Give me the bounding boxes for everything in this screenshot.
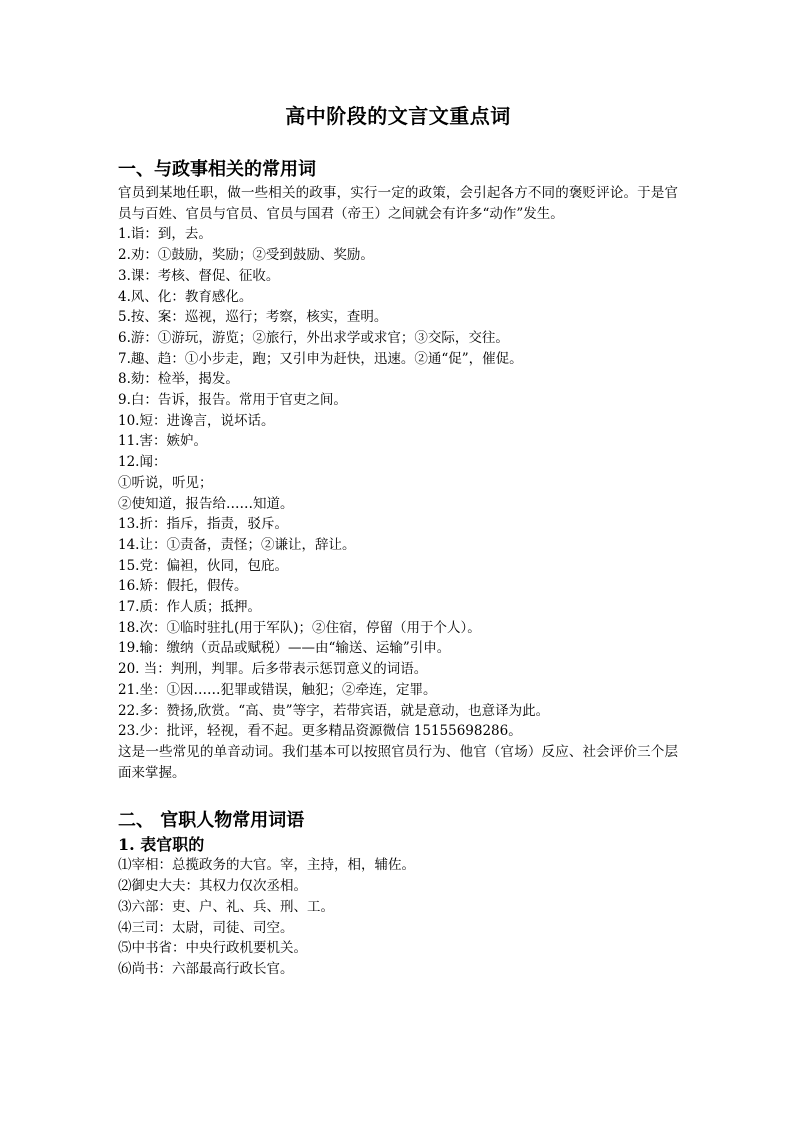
word-list [118, 224, 678, 742]
section-official-titles [118, 807, 678, 979]
list-item: 6.游：①游玩，游览；②旅行，外出求学或求官；③交际，交往。 [118, 329, 509, 346]
list-item: 5.按、案：巡视，巡行；考察，核实，查明。 [118, 309, 388, 326]
section-outro: 这是一些常见的单音动词。我们基本可以按照官员行为、他官（官场）反应、社会评价三个层面来掌握。 [118, 743, 678, 781]
list-item: ⑶六部：吏、户、礼、兵、刑、工。 [118, 898, 334, 915]
section-heading: 二、 官职人物常用词语 [118, 810, 305, 832]
list-item: 2.劝：①鼓励，奖励；②受到鼓励、奖励。 [118, 247, 374, 264]
list-item: ⑴宰相：总揽政务的大官。宰，主持，相，辅佐。 [118, 857, 415, 874]
list-item: 21.坐：①因……犯罪或错误，触犯；②牵连，定罪。 [118, 681, 437, 698]
list-item: ⑷三司：太尉，司徒、司空。 [118, 919, 294, 936]
list-item: 12.闻： [118, 454, 167, 471]
list-item: 1.诣：到，去。 [118, 226, 212, 243]
list-item: 14.让：①责备，责怪；②谦让，辞让。 [118, 536, 356, 553]
section-politics-words [118, 156, 678, 783]
list-item: 17.质：作人质；抵押。 [118, 599, 261, 616]
section-heading: 一、与政事相关的常用词 [118, 159, 316, 180]
list-item: 7.趣、趋：①小步走，跑；又引申为赶快，迅速。②通“促”，催促。 [118, 350, 523, 367]
list-item: 11.害：嫉妒。 [118, 433, 207, 450]
list-item: 10.短：进谗言，说坏话。 [118, 412, 275, 429]
list-item: 4.风、化：教育感化。 [118, 288, 253, 305]
list-item: ②使知道，报告给……知道。 [118, 495, 294, 512]
list-item: 9.白：告诉，报告。常用于官吏之间。 [118, 392, 347, 409]
list-item: 3.课：考核、督促、征收。 [118, 267, 280, 284]
section-spacer [118, 783, 678, 807]
list-item: 23.少：批评，轻视，看不起。更多精品资源微信 15155698286。 [118, 723, 522, 740]
list-item: 22.多：赞扬,欣赏。“高、贵”等字，若带宾语，就是意动，也意译为此。 [118, 702, 550, 719]
list-item: ⑸中书省：中央行政机要机关。 [118, 940, 307, 957]
section-intro: 官员到某地任职，做一些相关的政事，实行一定的政策，会引起各方不同的褒贬评论。于是官员与百姓、官员与官员、官员与国君（帝王）之间就会有许多“动作”发生。 [118, 185, 678, 222]
list-item: 8.劾：检举，揭发。 [118, 371, 239, 388]
subsection-heading: 1. 表官职的 [118, 835, 205, 855]
list-item: 20. 当：判刑，判罪。后多带表示惩罚意义的词语。 [118, 661, 428, 678]
list-item: 16.矫：假托，假传。 [118, 578, 248, 595]
list-item: 15.党：偏袒，伙同，包庇。 [118, 557, 288, 574]
list-item: 19.输：缴纳（贡品或赋税）——由“输送、运输”引申。 [118, 640, 451, 657]
list-item: ①听说，听见； [118, 474, 213, 491]
list-item: 18.次：①临时驻扎(用于军队)；②住宿，停留（用于个人）。 [118, 619, 481, 636]
document-title: 高中阶段的文言文重点词 [285, 104, 511, 128]
document-page [118, 96, 678, 980]
list-item: ⑹尚书：六部最高行政长官。 [118, 960, 294, 977]
list-item: ⑵御史大夫：其权力仅次丞相。 [118, 878, 307, 895]
list-item: 13.折：指斥，指责，驳斥。 [118, 516, 288, 533]
title-list [118, 855, 678, 979]
